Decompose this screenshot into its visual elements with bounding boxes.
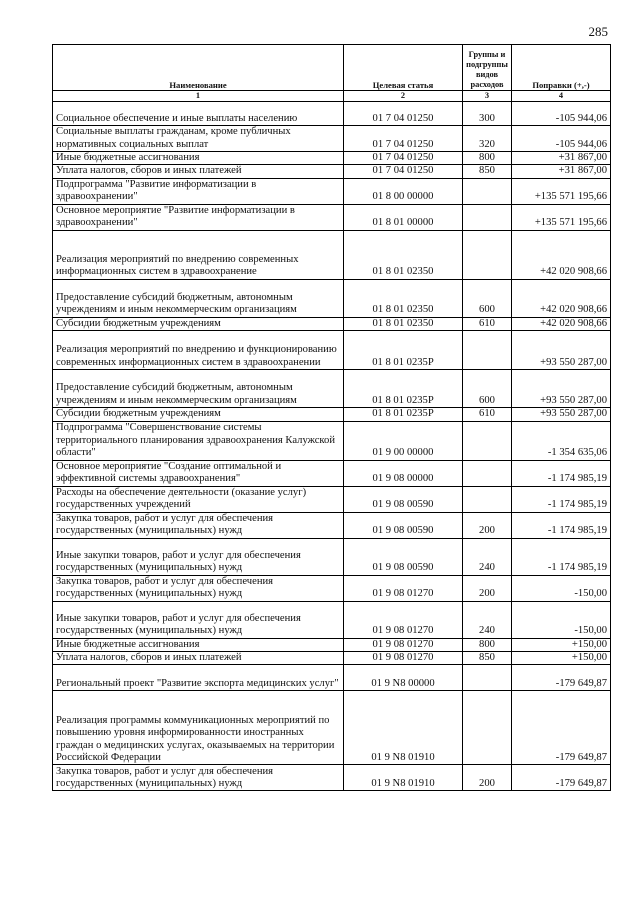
table-row <box>53 652 611 665</box>
row-amendment: -150,00 <box>512 601 611 638</box>
table-body <box>53 102 611 791</box>
row-name: Иные бюджетные ассигнования <box>53 152 344 165</box>
table-row <box>53 665 611 691</box>
row-name: Иные бюджетные ассигнования <box>53 638 344 651</box>
row-target-article: 01 9 N8 01910 <box>344 765 463 791</box>
row-name: Реализация мероприятий по внедрению и функционированию современных информационных систем в здравоохранении <box>53 331 344 370</box>
row-expense-group <box>463 665 512 691</box>
row-expense-group <box>463 178 512 204</box>
column-number: 2 <box>344 91 463 102</box>
table-row <box>53 279 611 317</box>
row-target-article: 01 9 08 01270 <box>344 601 463 638</box>
page-number: 285 <box>588 24 608 39</box>
row-name: Расходы на обеспечение деятельности (оказание услуг) государственных учреждений <box>53 486 344 512</box>
row-target-article: 01 9 08 01270 <box>344 575 463 601</box>
row-name: Иные закупки товаров, работ и услуг для обеспечения государственных (муниципальных) нужд <box>53 601 344 638</box>
column-number: 4 <box>512 91 611 102</box>
row-amendment: -105 944,06 <box>512 102 611 126</box>
table-row <box>53 512 611 538</box>
row-amendment: -1 174 985,19 <box>512 538 611 575</box>
row-amendment: +42 020 908,66 <box>512 230 611 279</box>
row-target-article: 01 9 00 00000 <box>344 421 463 460</box>
header-name: Наименование <box>53 45 344 91</box>
header-group: Группы и подгруппы видов расходов <box>463 45 512 91</box>
row-amendment: +42 020 908,66 <box>512 279 611 317</box>
row-expense-group <box>463 691 512 765</box>
table-row <box>53 421 611 460</box>
table-row <box>53 538 611 575</box>
table-row <box>53 331 611 370</box>
row-target-article: 01 8 01 0235Р <box>344 331 463 370</box>
table-row <box>53 152 611 165</box>
row-name: Субсидии бюджетным учреждениям <box>53 408 344 421</box>
table-row <box>53 165 611 178</box>
row-expense-group: 800 <box>463 152 512 165</box>
table-row <box>53 204 611 230</box>
table-row <box>53 230 611 279</box>
table-row <box>53 486 611 512</box>
table-row <box>53 408 611 421</box>
row-target-article: 01 8 01 0235Р <box>344 408 463 421</box>
row-amendment: -179 649,87 <box>512 765 611 791</box>
row-amendment: -179 649,87 <box>512 691 611 765</box>
row-amendment: +150,00 <box>512 652 611 665</box>
table-row <box>53 178 611 204</box>
row-target-article: 01 9 N8 01910 <box>344 691 463 765</box>
table-row <box>53 317 611 330</box>
table-row <box>53 765 611 791</box>
row-target-article: 01 8 00 00000 <box>344 178 463 204</box>
row-expense-group: 200 <box>463 575 512 601</box>
table-row <box>53 370 611 408</box>
row-expense-group: 610 <box>463 317 512 330</box>
row-amendment: +93 550 287,00 <box>512 408 611 421</box>
row-name: Региональный проект "Развитие экспорта медицинских услуг" <box>53 665 344 691</box>
row-amendment: +93 550 287,00 <box>512 370 611 408</box>
row-name: Реализация программы коммуникационных мероприятий по повышению уровня информированности иностранных граждан о медицинских услугах, оказываемых на территории Российской Федерации <box>53 691 344 765</box>
row-amendment: +42 020 908,66 <box>512 317 611 330</box>
row-name: Социальные выплаты гражданам, кроме публичных нормативных социальных выплат <box>53 126 344 152</box>
row-target-article: 01 8 01 02350 <box>344 279 463 317</box>
row-name: Иные закупки товаров, работ и услуг для обеспечения государственных (муниципальных) нужд <box>53 538 344 575</box>
table-row <box>53 460 611 486</box>
column-number: 1 <box>53 91 344 102</box>
row-amendment: +135 571 195,66 <box>512 204 611 230</box>
row-target-article: 01 9 08 00000 <box>344 460 463 486</box>
row-amendment: +150,00 <box>512 638 611 651</box>
row-target-article: 01 9 08 01270 <box>344 638 463 651</box>
row-target-article: 01 7 04 01250 <box>344 126 463 152</box>
row-expense-group: 240 <box>463 601 512 638</box>
row-expense-group: 200 <box>463 512 512 538</box>
table-header-row <box>53 45 611 91</box>
row-name: Закупка товаров, работ и услуг для обеспечения государственных (муниципальных) нужд <box>53 575 344 601</box>
budget-table <box>52 44 611 791</box>
row-expense-group <box>463 331 512 370</box>
row-expense-group <box>463 460 512 486</box>
row-name: Закупка товаров, работ и услуг для обеспечения государственных (муниципальных) нужд <box>53 765 344 791</box>
row-amendment: -1 174 985,19 <box>512 512 611 538</box>
row-target-article: 01 8 01 0235Р <box>344 370 463 408</box>
table-row <box>53 102 611 126</box>
row-expense-group: 600 <box>463 279 512 317</box>
column-number-row <box>53 91 611 102</box>
row-target-article: 01 9 N8 00000 <box>344 665 463 691</box>
row-name: Социальное обеспечение и иные выплаты населению <box>53 102 344 126</box>
row-name: Реализация мероприятий по внедрению современных информационных систем в здравоохранение <box>53 230 344 279</box>
row-amendment: +31 867,00 <box>512 165 611 178</box>
row-expense-group: 320 <box>463 126 512 152</box>
row-amendment: +135 571 195,66 <box>512 178 611 204</box>
row-amendment: -1 354 635,06 <box>512 421 611 460</box>
row-expense-group <box>463 421 512 460</box>
header-amendment: Поправки (+,-) <box>512 45 611 91</box>
row-amendment: -1 174 985,19 <box>512 486 611 512</box>
row-amendment: -179 649,87 <box>512 665 611 691</box>
table-row <box>53 638 611 651</box>
row-name: Основное мероприятие "Развитие информатизации в здравоохранении" <box>53 204 344 230</box>
row-expense-group <box>463 230 512 279</box>
row-expense-group: 610 <box>463 408 512 421</box>
table-row <box>53 601 611 638</box>
row-expense-group: 300 <box>463 102 512 126</box>
row-expense-group: 850 <box>463 652 512 665</box>
row-amendment: -105 944,06 <box>512 126 611 152</box>
row-expense-group: 600 <box>463 370 512 408</box>
row-amendment: +93 550 287,00 <box>512 331 611 370</box>
row-target-article: 01 8 01 02350 <box>344 230 463 279</box>
row-name: Предоставление субсидий бюджетным, автономным учреждениям и иным некоммерческим организациям <box>53 279 344 317</box>
row-name: Субсидии бюджетным учреждениям <box>53 317 344 330</box>
header-article: Целевая статья <box>344 45 463 91</box>
row-amendment: +31 867,00 <box>512 152 611 165</box>
row-name: Основное мероприятие "Создание оптимальной и эффективной системы здравоохранения" <box>53 460 344 486</box>
row-target-article: 01 9 08 00590 <box>344 486 463 512</box>
column-number: 3 <box>463 91 512 102</box>
row-name: Предоставление субсидий бюджетным, автономным учреждениям и иным некоммерческим организациям <box>53 370 344 408</box>
row-target-article: 01 8 01 02350 <box>344 317 463 330</box>
row-expense-group: 200 <box>463 765 512 791</box>
table-row <box>53 126 611 152</box>
row-expense-group: 850 <box>463 165 512 178</box>
row-name: Уплата налогов, сборов и иных платежей <box>53 652 344 665</box>
row-expense-group: 800 <box>463 638 512 651</box>
row-expense-group <box>463 486 512 512</box>
row-expense-group <box>463 204 512 230</box>
row-target-article: 01 9 08 00590 <box>344 512 463 538</box>
row-target-article: 01 7 04 01250 <box>344 165 463 178</box>
row-name: Закупка товаров, работ и услуг для обеспечения государственных (муниципальных) нужд <box>53 512 344 538</box>
row-expense-group: 240 <box>463 538 512 575</box>
row-target-article: 01 9 08 01270 <box>344 652 463 665</box>
row-name: Уплата налогов, сборов и иных платежей <box>53 165 344 178</box>
row-amendment: -1 174 985,19 <box>512 460 611 486</box>
table-row <box>53 575 611 601</box>
row-target-article: 01 8 01 00000 <box>344 204 463 230</box>
row-target-article: 01 7 04 01250 <box>344 102 463 126</box>
row-amendment: -150,00 <box>512 575 611 601</box>
row-name: Подпрограмма "Совершенствование системы территориального планирования здравоохранения Калужской области" <box>53 421 344 460</box>
table-row <box>53 691 611 765</box>
row-target-article: 01 9 08 00590 <box>344 538 463 575</box>
row-target-article: 01 7 04 01250 <box>344 152 463 165</box>
row-name: Подпрограмма "Развитие информатизации в здравоохранении" <box>53 178 344 204</box>
